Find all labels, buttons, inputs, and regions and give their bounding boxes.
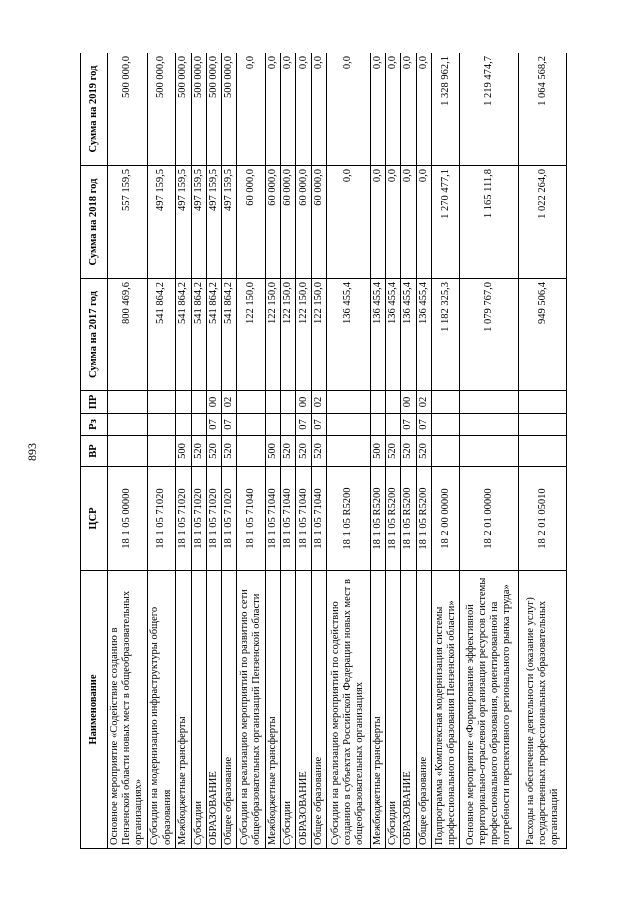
table-cell-2018: 497 159,5 [222,166,237,279]
table-cell-csr: 18 1 05 71020 [222,467,237,571]
budget-table-frame [80,53,567,849]
table-cell-pr [327,391,371,414]
table-cell-rz [237,414,265,436]
table-cell-2017: 541 864,2 [147,279,175,391]
table-cell-name: Основное мероприятие «Содействие созданию в Пензенской области новых мест в общеобразовательных организациях» [108,571,148,849]
table-cell-2017: 136 455,4 [416,279,431,391]
table-cell-2017: 122 150,0 [281,279,296,391]
table-cell-vr: 500 [176,436,191,467]
table-cell-rz [519,414,567,436]
header-csr: ЦСР [81,467,108,571]
table-cell-vr: 500 [265,436,280,467]
table-cell-name: Межбюджетные трансферты [176,571,191,849]
table-row [206,53,221,849]
table-cell-2017: 541 864,2 [191,279,206,391]
table-cell-2017: 541 864,2 [206,279,221,391]
table-cell-name: Расходы на обеспечение деятельности (оказание услуг) государственных профессиональных образовательных организаций [519,571,567,849]
table-cell-pr [431,391,459,414]
table-cell-2017: 541 864,2 [222,279,237,391]
table-cell-pr [176,391,191,414]
table-cell-2018: 60 000,0 [281,166,296,279]
table-cell-2018: 0,0 [416,166,431,279]
table-row [431,53,459,849]
table-cell-rz: 07 [206,414,221,436]
table-cell-rz [108,414,148,436]
table-cell-csr: 18 1 05 71040 [311,467,326,571]
table-cell-rz [370,414,385,436]
table-cell-vr: 520 [222,436,237,467]
table-cell-pr: 00 [206,391,221,414]
table-cell-2019: 500 000,0 [191,53,206,166]
table-cell-2019: 0,0 [416,53,431,166]
table-row [311,53,326,849]
table-cell-2018: 497 159,5 [176,166,191,279]
header-2019: Сумма на 2019 год [81,53,108,166]
table-cell-2017: 1 079 767,0 [460,279,519,391]
table-cell-csr: 18 1 05 R5200 [416,467,431,571]
table-cell-csr: 18 1 05 71040 [281,467,296,571]
table-cell-pr [265,391,280,414]
table-cell-pr [370,391,385,414]
table-cell-2019: 500 000,0 [176,53,191,166]
table-cell-vr: 520 [386,436,401,467]
table-cell-pr [237,391,265,414]
table-cell-2017: 122 150,0 [265,279,280,391]
table-cell-vr [431,436,459,467]
table-cell-vr [519,436,567,467]
table-cell-pr [281,391,296,414]
table-cell-name: Субсидии [191,571,206,849]
header-rz: Рз [81,414,108,436]
table-row [519,53,567,849]
table-cell-vr: 500 [370,436,385,467]
table-cell-pr: 02 [222,391,237,414]
page-number: 893 [24,443,39,461]
table-cell-csr: 18 1 05 R5200 [401,467,416,571]
table-cell-rz [386,414,401,436]
table-row [237,53,265,849]
table-cell-2018: 1 165 111,8 [460,166,519,279]
table-row [370,53,385,849]
table-cell-2019: 1 064 568,2 [519,53,567,166]
table-row [281,53,296,849]
table-row [401,53,416,849]
table-cell-vr: 520 [281,436,296,467]
header-name: Наименование [81,571,108,849]
table-cell-pr [108,391,148,414]
table-cell-2019: 500 000,0 [222,53,237,166]
budget-table [80,53,567,849]
table-cell-2019: 0,0 [296,53,311,166]
table-cell-pr [147,391,175,414]
table-cell-2019: 500 000,0 [206,53,221,166]
table-cell-csr: 18 1 05 71040 [296,467,311,571]
table-row [108,53,148,849]
table-cell-2018: 0,0 [386,166,401,279]
table-cell-2017: 800 469,6 [108,279,148,391]
table-cell-2019: 500 000,0 [108,53,148,166]
table-row [386,53,401,849]
table-cell-2018: 60 000,0 [265,166,280,279]
table-cell-csr: 18 2 01 00000 [460,467,519,571]
table-cell-rz: 07 [222,414,237,436]
table-cell-2017: 122 150,0 [311,279,326,391]
table-cell-2018: 0,0 [401,166,416,279]
table-row [222,53,237,849]
table-cell-2018: 0,0 [370,166,385,279]
table-cell-name: Субсидии [281,571,296,849]
table-cell-2019: 0,0 [401,53,416,166]
table-cell-rz [191,414,206,436]
table-cell-vr [460,436,519,467]
table-cell-2019: 0,0 [370,53,385,166]
table-cell-csr: 18 1 05 R5200 [386,467,401,571]
table-row [296,53,311,849]
table-cell-2019: 0,0 [265,53,280,166]
table-cell-2018: 60 000,0 [296,166,311,279]
table-cell-2019: 1 328 962,1 [431,53,459,166]
table-row [460,53,519,849]
table-cell-2018: 1 022 264,0 [519,166,567,279]
table-cell-name: Подпрограмма «Комплексная модернизация системы профессионального образования Пензенской области» [431,571,459,849]
table-cell-pr [386,391,401,414]
table-cell-2017: 136 455,4 [370,279,385,391]
table-cell-name: Основное мероприятие «Формирование эффективной территориально-отраслевой организации ресурсов системы профессионального образования, ориентированной на потребности перспективного регионального рынка труда» [460,571,519,849]
table-cell-2017: 122 150,0 [237,279,265,391]
table-cell-2018: 557 159,5 [108,166,148,279]
table-cell-pr [460,391,519,414]
table-cell-2017: 1 182 325,3 [431,279,459,391]
header-vr: ВР [81,436,108,467]
table-cell-vr: 520 [296,436,311,467]
table-cell-2018: 60 000,0 [237,166,265,279]
table-cell-csr: 18 1 05 71020 [176,467,191,571]
table-row [416,53,431,849]
table-cell-2019: 500 000,0 [147,53,175,166]
table-cell-2017: 136 455,4 [327,279,371,391]
table-cell-vr: 520 [206,436,221,467]
table-row [327,53,371,849]
table-header-row [81,53,108,849]
table-cell-2017: 122 150,0 [296,279,311,391]
table-cell-csr: 18 1 05 71040 [265,467,280,571]
table-cell-2017: 541 864,2 [176,279,191,391]
table-cell-pr [191,391,206,414]
table-cell-2018: 497 159,5 [191,166,206,279]
table-cell-name: Субсидии на реализацию мероприятий по развитию сети общеобразовательных организаций Пензенской области [237,571,265,849]
table-cell-2017: 136 455,4 [401,279,416,391]
table-cell-pr: 02 [416,391,431,414]
table-row [265,53,280,849]
table-cell-name: Общее образование [311,571,326,849]
table-cell-vr: 520 [416,436,431,467]
table-cell-vr [147,436,175,467]
table-cell-name: Межбюджетные трансферты [265,571,280,849]
table-cell-vr: 520 [191,436,206,467]
table-cell-pr: 00 [401,391,416,414]
table-cell-vr: 520 [401,436,416,467]
table-cell-csr: 18 1 05 71020 [147,467,175,571]
table-cell-csr: 18 1 05 71020 [191,467,206,571]
table-cell-2018: 60 000,0 [311,166,326,279]
table-cell-2017: 949 506,4 [519,279,567,391]
table-cell-rz [176,414,191,436]
table-cell-2019: 0,0 [237,53,265,166]
table-cell-name: Субсидии [386,571,401,849]
table-cell-csr: 18 1 05 00000 [108,467,148,571]
table-cell-rz [281,414,296,436]
table-cell-csr: 18 2 00 00000 [431,467,459,571]
header-2018: Сумма на 2018 год [81,166,108,279]
table-cell-2017: 136 455,4 [386,279,401,391]
table-cell-vr: 520 [311,436,326,467]
table-cell-vr [327,436,371,467]
table-cell-rz: 07 [296,414,311,436]
table-cell-pr [519,391,567,414]
table-cell-2019: 0,0 [281,53,296,166]
table-cell-name: ОБРАЗОВАНИЕ [296,571,311,849]
table-cell-name: ОБРАЗОВАНИЕ [401,571,416,849]
table-cell-rz [431,414,459,436]
table-cell-pr: 00 [296,391,311,414]
table-cell-rz: 07 [311,414,326,436]
table-cell-2018: 497 159,5 [206,166,221,279]
table-cell-vr [237,436,265,467]
table-cell-2018: 1 270 477,1 [431,166,459,279]
table-cell-rz: 07 [401,414,416,436]
table-cell-pr: 02 [311,391,326,414]
table-row [191,53,206,849]
table-cell-csr: 18 2 01 05010 [519,467,567,571]
table-cell-name: Общее образование [416,571,431,849]
table-cell-2018: 0,0 [327,166,371,279]
table-cell-2019: 0,0 [327,53,371,166]
table-cell-2019: 1 219 474,7 [460,53,519,166]
table-cell-name: Субсидии на модернизацию инфраструктуры общего образования [147,571,175,849]
rotated-table-container [80,53,567,849]
table-row [176,53,191,849]
table-cell-csr: 18 1 05 71040 [237,467,265,571]
table-cell-rz [147,414,175,436]
header-2017: Сумма на 2017 год [81,279,108,391]
table-row [147,53,175,849]
table-cell-rz: 07 [416,414,431,436]
table-cell-name: Субсидии на реализацию мероприятий по содействию созданию в субъектах Российской Федерации новых мест в общеобразовательных организациях [327,571,371,849]
table-cell-rz [265,414,280,436]
table-cell-csr: 18 1 05 R5200 [327,467,371,571]
header-pr: ПР [81,391,108,414]
table-cell-name: Межбюджетные трансферты [370,571,385,849]
table-cell-rz [327,414,371,436]
table-cell-2019: 0,0 [311,53,326,166]
table-cell-name: ОБРАЗОВАНИЕ [206,571,221,849]
table-cell-2019: 0,0 [386,53,401,166]
table-cell-vr [108,436,148,467]
table-cell-name: Общее образование [222,571,237,849]
table-cell-2018: 497 159,5 [147,166,175,279]
table-cell-csr: 18 1 05 R5200 [370,467,385,571]
table-cell-rz [460,414,519,436]
table-cell-csr: 18 1 05 71020 [206,467,221,571]
